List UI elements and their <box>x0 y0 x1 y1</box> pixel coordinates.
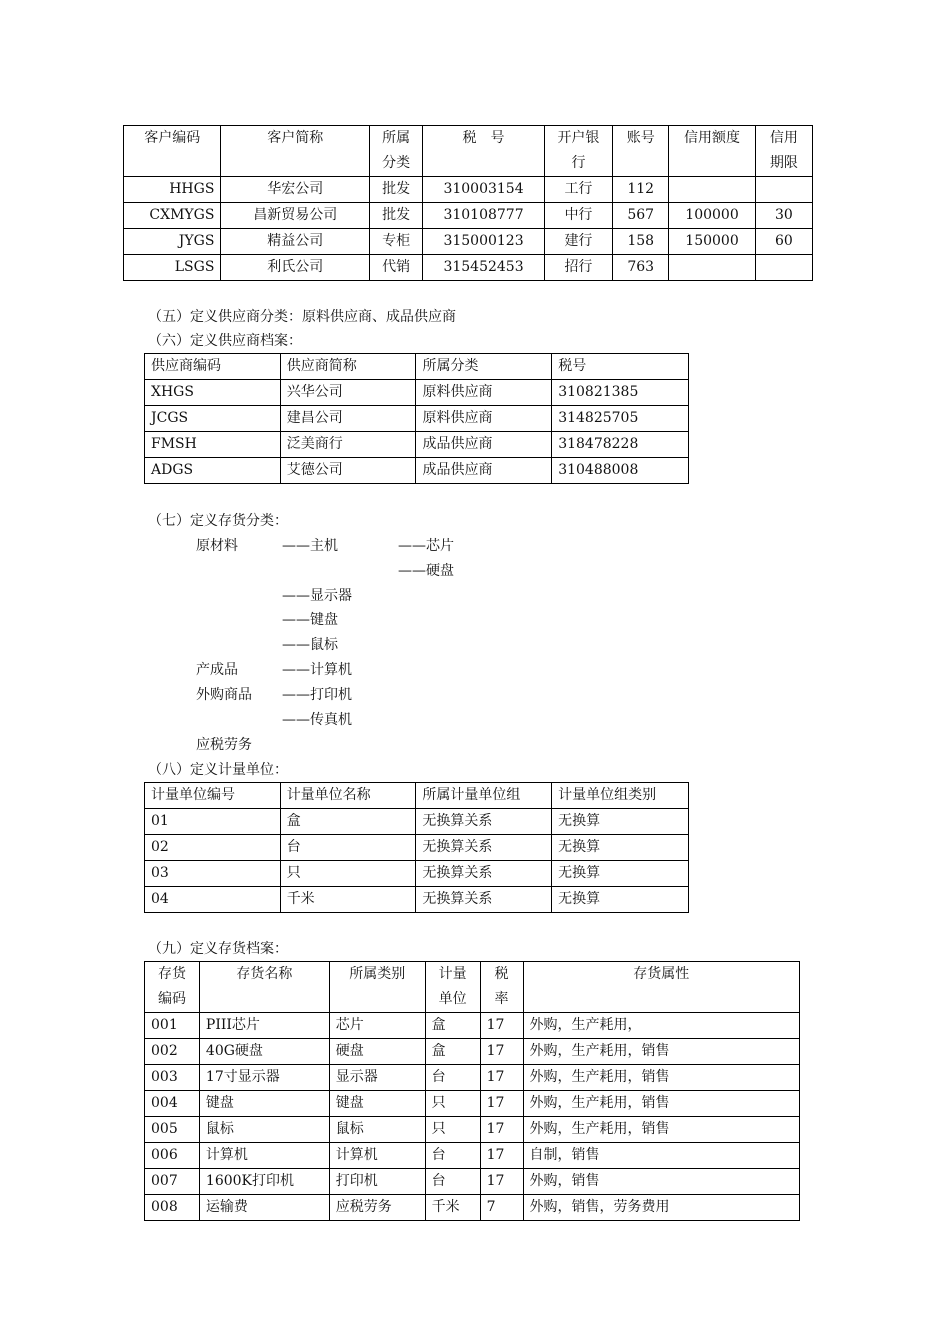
table-row <box>145 1065 800 1091</box>
supplier-name: 泛美商行 <box>280 432 416 458</box>
item-tax-rate: 17 <box>480 1091 523 1117</box>
unit-name: 盒 <box>280 809 416 835</box>
table-row <box>145 1143 800 1169</box>
header-credit-term: 信用 期限 <box>755 126 812 177</box>
customer-credit-term <box>755 255 812 281</box>
header-unit-code: 计量单位编号 <box>145 783 281 809</box>
table-row <box>124 229 813 255</box>
supplier-code: FMSH <box>145 432 281 458</box>
tree-computer: ——计算机 <box>282 662 352 678</box>
item-attributes: 外购，生产耗用，销售 <box>523 1039 799 1065</box>
table-row <box>145 1195 800 1221</box>
unit-name: 只 <box>280 861 416 887</box>
supplier-tax-id: 314825705 <box>552 406 689 432</box>
customer-header-row <box>124 126 813 177</box>
customer-tax-id: 315452453 <box>423 255 545 281</box>
item-name: 17寸显示器 <box>199 1065 329 1091</box>
tree-raw-materials: 原材料 <box>196 538 238 554</box>
item-code: 001 <box>145 1013 200 1039</box>
customer-name: 华宏公司 <box>221 177 370 203</box>
item-code: 007 <box>145 1169 200 1195</box>
header-supplier-category: 所属分类 <box>416 354 552 380</box>
header-supplier-name: 供应商简称 <box>280 354 416 380</box>
header-supplier-code: 供应商编码 <box>145 354 281 380</box>
supplier-category: 成品供应商 <box>416 458 552 484</box>
item-code: 003 <box>145 1065 200 1091</box>
tree-monitor: ——显示器 <box>282 588 352 604</box>
unit-group-type: 无换算 <box>552 861 689 887</box>
item-tax-rate: 17 <box>480 1039 523 1065</box>
header-item-name: 存货名称 <box>199 962 329 1013</box>
item-category: 芯片 <box>329 1013 425 1039</box>
item-tax-rate: 17 <box>480 1169 523 1195</box>
header-bank: 开户银 行 <box>544 126 612 177</box>
section-7-heading: （七）定义存货分类： <box>148 513 288 529</box>
customer-account: 158 <box>613 229 669 255</box>
item-name: 1600K打印机 <box>199 1169 329 1195</box>
item-category: 计算机 <box>329 1143 425 1169</box>
item-attributes: 外购，生产耗用，销售 <box>523 1091 799 1117</box>
table-row <box>145 1091 800 1117</box>
table-row <box>145 406 689 432</box>
customer-credit-term <box>755 177 812 203</box>
item-name: 键盘 <box>199 1091 329 1117</box>
unit-code: 01 <box>145 809 281 835</box>
item-category: 键盘 <box>329 1091 425 1117</box>
supplier-category: 成品供应商 <box>416 432 552 458</box>
customer-tax-id: 310108777 <box>423 203 545 229</box>
item-attributes: 外购，生产耗用，销售 <box>523 1065 799 1091</box>
item-code: 005 <box>145 1117 200 1143</box>
table-row <box>124 177 813 203</box>
customer-tax-id: 315000123 <box>423 229 545 255</box>
customer-credit-limit: 150000 <box>669 229 755 255</box>
item-tax-rate: 17 <box>480 1117 523 1143</box>
header-customer-name: 客户简称 <box>221 126 370 177</box>
section-6-heading: （六）定义供应商档案： <box>148 333 302 349</box>
unit-group: 无换算关系 <box>416 861 552 887</box>
unit-code: 04 <box>145 887 281 913</box>
header-supplier-tax-id: 税号 <box>552 354 689 380</box>
item-unit: 千米 <box>425 1195 480 1221</box>
customer-code: LSGS <box>124 255 221 281</box>
customer-tax-id: 310003154 <box>423 177 545 203</box>
section-9-heading: （九）定义存货档案： <box>148 941 288 957</box>
table-row <box>145 380 689 406</box>
unit-group: 无换算关系 <box>416 835 552 861</box>
supplier-name: 建昌公司 <box>280 406 416 432</box>
table-row <box>145 887 689 913</box>
unit-name: 千米 <box>280 887 416 913</box>
customer-category: 批发 <box>370 177 423 203</box>
customer-category: 批发 <box>370 203 423 229</box>
customer-credit-limit: 100000 <box>669 203 755 229</box>
item-code: 002 <box>145 1039 200 1065</box>
customer-credit-term: 30 <box>755 203 812 229</box>
item-attributes: 外购，销售，劳务费用 <box>523 1195 799 1221</box>
tree-taxable-service: 应税劳务 <box>196 737 252 753</box>
supplier-code: XHGS <box>145 380 281 406</box>
header-unit-name: 计量单位名称 <box>280 783 416 809</box>
table-row <box>124 203 813 229</box>
item-code: 004 <box>145 1091 200 1117</box>
supplier-table <box>144 353 689 484</box>
customer-account: 567 <box>613 203 669 229</box>
units-header-row <box>145 783 689 809</box>
section-8-heading: （八）定义计量单位： <box>148 762 288 778</box>
unit-group: 无换算关系 <box>416 887 552 913</box>
customer-account: 763 <box>613 255 669 281</box>
header-unit-group-type: 计量单位组类别 <box>552 783 689 809</box>
tree-finished-goods: 产成品 <box>196 662 238 678</box>
item-unit: 台 <box>425 1143 480 1169</box>
table-row <box>145 809 689 835</box>
supplier-category: 原料供应商 <box>416 406 552 432</box>
item-tax-rate: 17 <box>480 1065 523 1091</box>
table-row <box>145 1169 800 1195</box>
supplier-tax-id: 318478228 <box>552 432 689 458</box>
item-unit: 盒 <box>425 1039 480 1065</box>
header-category: 所属 分类 <box>370 126 423 177</box>
header-customer-code: 客户编码 <box>124 126 221 177</box>
table-row <box>124 255 813 281</box>
customer-account: 112 <box>613 177 669 203</box>
unit-code: 03 <box>145 861 281 887</box>
item-name: 鼠标 <box>199 1117 329 1143</box>
tree-host: ——主机 <box>282 538 338 554</box>
table-row <box>145 861 689 887</box>
table-row <box>145 835 689 861</box>
customer-name: 精益公司 <box>221 229 370 255</box>
header-tax-id: 税 号 <box>423 126 545 177</box>
tree-disk: ——硬盘 <box>398 563 454 579</box>
table-row <box>145 1117 800 1143</box>
tree-keyboard: ——键盘 <box>282 612 338 628</box>
inventory-table <box>144 961 800 1221</box>
item-unit: 盒 <box>425 1013 480 1039</box>
supplier-code: JCGS <box>145 406 281 432</box>
item-category: 打印机 <box>329 1169 425 1195</box>
tree-printer: ——打印机 <box>282 687 352 703</box>
item-category: 鼠标 <box>329 1117 425 1143</box>
header-account: 账号 <box>613 126 669 177</box>
supplier-name: 兴华公司 <box>280 380 416 406</box>
item-attributes: 外购，生产耗用，销售 <box>523 1117 799 1143</box>
supplier-code: ADGS <box>145 458 281 484</box>
customer-code: CXMYGS <box>124 203 221 229</box>
table-row <box>145 1039 800 1065</box>
table-row <box>145 458 689 484</box>
unit-name: 台 <box>280 835 416 861</box>
section-5-heading: （五）定义供应商分类：原料供应商、成品供应商 <box>148 309 456 325</box>
header-unit-group: 所属计量单位组 <box>416 783 552 809</box>
tree-fax: ——传真机 <box>282 712 352 728</box>
customer-credit-limit <box>669 255 755 281</box>
customer-name: 利氏公司 <box>221 255 370 281</box>
item-category: 应税劳务 <box>329 1195 425 1221</box>
item-unit: 台 <box>425 1169 480 1195</box>
supplier-tax-id: 310488008 <box>552 458 689 484</box>
header-item-attributes: 存货属性 <box>523 962 799 1013</box>
table-row <box>145 432 689 458</box>
unit-group: 无换算关系 <box>416 809 552 835</box>
customer-table <box>123 125 813 281</box>
customer-credit-limit <box>669 177 755 203</box>
item-code: 008 <box>145 1195 200 1221</box>
header-item-unit: 计量 单位 <box>425 962 480 1013</box>
customer-name: 昌新贸易公司 <box>221 203 370 229</box>
table-row <box>145 1013 800 1039</box>
tree-purchased-goods: 外购商品 <box>196 687 252 703</box>
unit-code: 02 <box>145 835 281 861</box>
supplier-name: 艾德公司 <box>280 458 416 484</box>
item-name: 40G硬盘 <box>199 1039 329 1065</box>
header-item-code: 存货 编码 <box>145 962 200 1013</box>
item-code: 006 <box>145 1143 200 1169</box>
customer-code: JYGS <box>124 229 221 255</box>
units-table <box>144 782 689 913</box>
tree-chip: ——芯片 <box>398 538 454 554</box>
tree-mouse: ——鼠标 <box>282 637 338 653</box>
item-category: 硬盘 <box>329 1039 425 1065</box>
item-category: 显示器 <box>329 1065 425 1091</box>
unit-group-type: 无换算 <box>552 809 689 835</box>
item-attributes: 外购，销售 <box>523 1169 799 1195</box>
item-unit: 台 <box>425 1065 480 1091</box>
supplier-tax-id: 310821385 <box>552 380 689 406</box>
item-tax-rate: 17 <box>480 1013 523 1039</box>
unit-group-type: 无换算 <box>552 887 689 913</box>
customer-category: 专柜 <box>370 229 423 255</box>
item-tax-rate: 7 <box>480 1195 523 1221</box>
customer-bank: 招行 <box>544 255 612 281</box>
item-name: 运输费 <box>199 1195 329 1221</box>
item-name: 计算机 <box>199 1143 329 1169</box>
customer-bank: 中行 <box>544 203 612 229</box>
item-tax-rate: 17 <box>480 1143 523 1169</box>
supplier-header-row <box>145 354 689 380</box>
item-unit: 只 <box>425 1091 480 1117</box>
customer-bank: 建行 <box>544 229 612 255</box>
item-unit: 只 <box>425 1117 480 1143</box>
item-name: PIII芯片 <box>199 1013 329 1039</box>
header-credit-limit: 信用额度 <box>669 126 755 177</box>
header-item-tax-rate: 税 率 <box>480 962 523 1013</box>
customer-bank: 工行 <box>544 177 612 203</box>
customer-category: 代销 <box>370 255 423 281</box>
customer-code: HHGS <box>124 177 221 203</box>
item-attributes: 自制，销售 <box>523 1143 799 1169</box>
unit-group-type: 无换算 <box>552 835 689 861</box>
header-item-category: 所属类别 <box>329 962 425 1013</box>
supplier-category: 原料供应商 <box>416 380 552 406</box>
item-attributes: 外购，生产耗用， <box>523 1013 799 1039</box>
inventory-header-row <box>145 962 800 1013</box>
customer-credit-term: 60 <box>755 229 812 255</box>
